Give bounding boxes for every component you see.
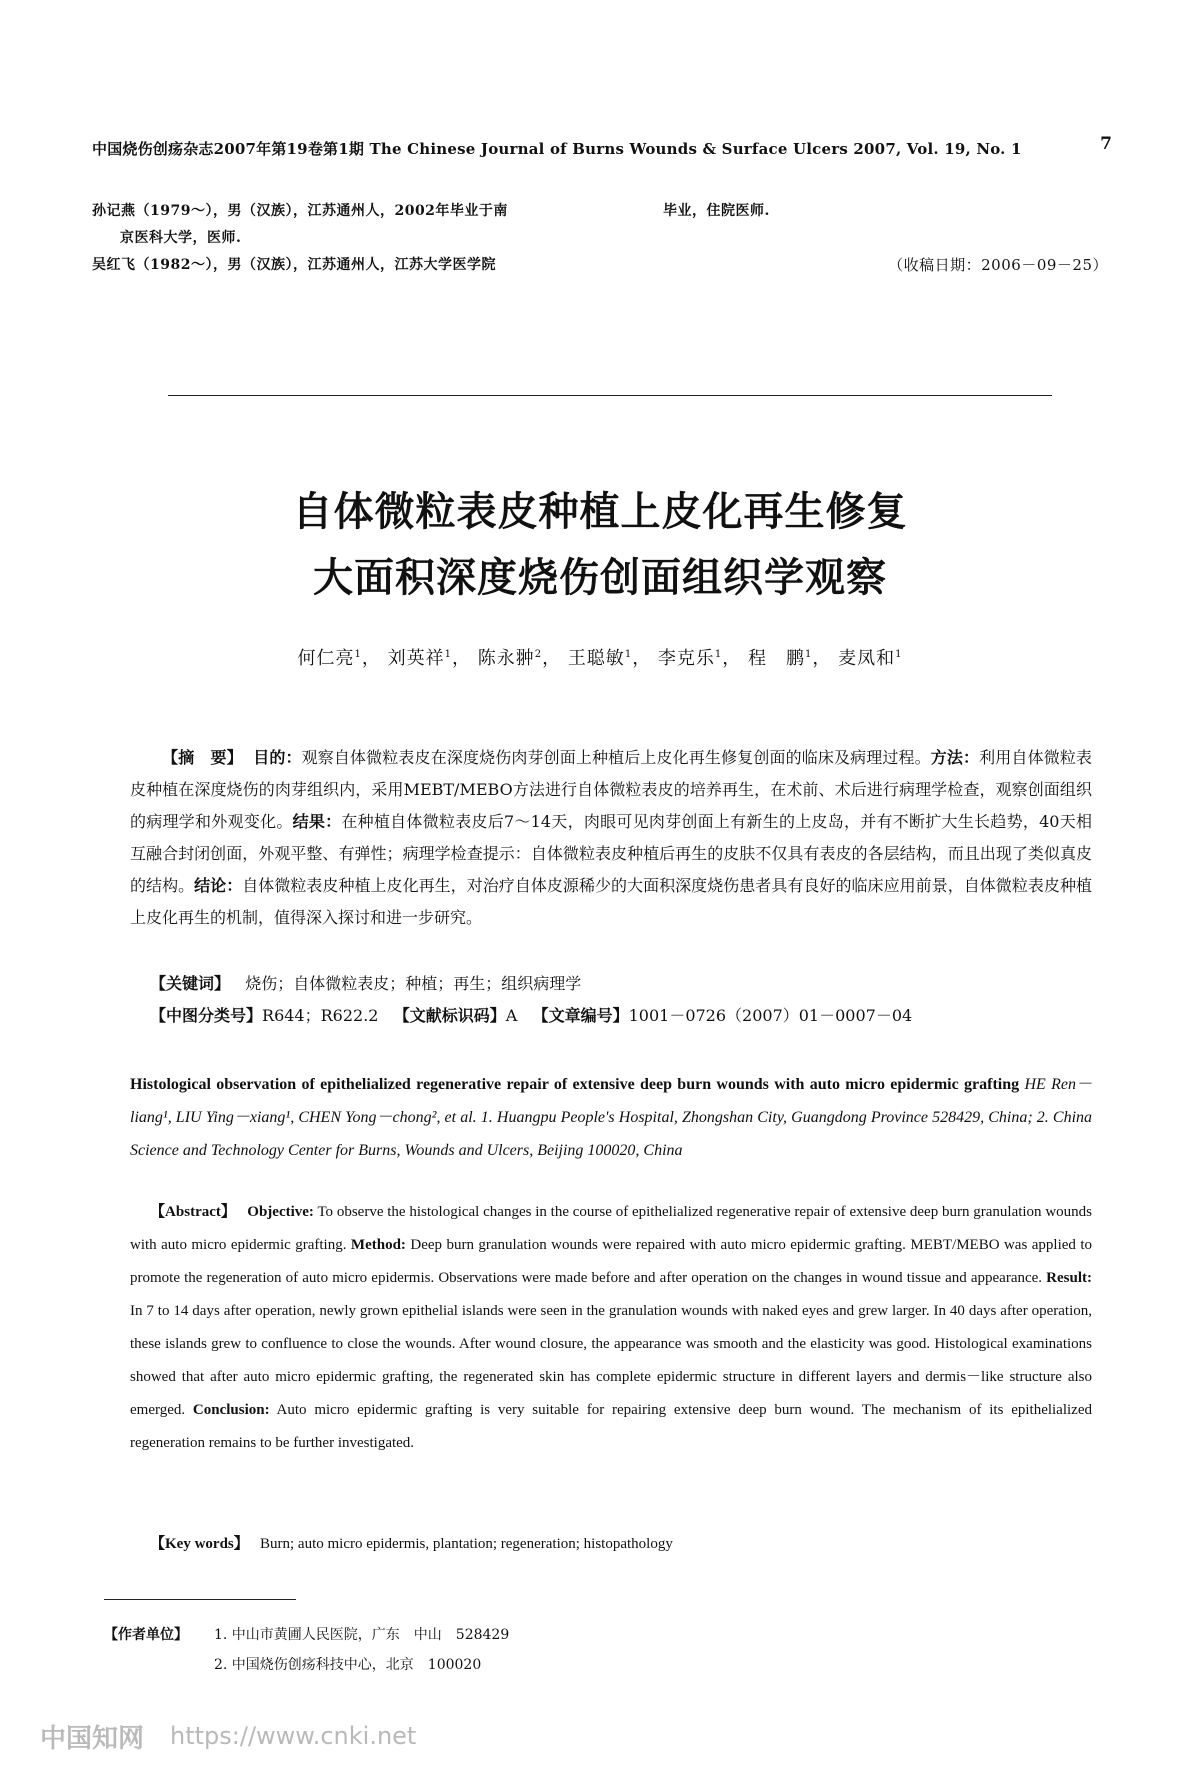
author: 程 鹏$^1$ — [748, 648, 813, 669]
bio-line-2: 京医科大学，医师. — [120, 230, 242, 246]
abstract-en: 【Abstract】 Objective: To observe the histological changes in the course of epithelialized regenerative repair of extensive deep burn granulation wounds with auto micro epidermic grafting. Method: Deep burn granulation wounds were repaired with auto micro epidermic grafting. MEBT/MEBO was applied to promote the regeneration of auto micro epidermis. Observations were made before and after operation on the changes in wound tissue and appearance. Result: In 7 to 14 days after operation, newly grown epithelial islands were seen in the granulation wounds with naked eyes and grew larger. In 40 days after operation, these islands grew to confluence to close the wounds. After wound closure, the appearance was smooth and the elasticity was good. Histological examinations showed that after auto micro epidermic grafting, the regenerated skin has complete epidermic structure in different layers and dermis－like structure also emerged. Conclusion: Auto micro epidermic grafting is very suitable for repairing extensive deep burn wound. The mechanism of its epithelialized regeneration remains to be further investigated. — [130, 1204, 1093, 1451]
author: 陈永翀$^2$ — [477, 648, 543, 669]
author-units-label: 【作者单位】 — [104, 1627, 188, 1643]
footnote-divider — [104, 1599, 296, 1600]
keywords-en: 【Key words】 Burn; auto micro epidermis, plantation; regeneration; histopathology — [150, 1536, 673, 1552]
page-number: 7 — [1100, 134, 1112, 154]
author-unit-2: 2. 中国烧伤创疡科技中心，北京 100020 — [214, 1657, 482, 1673]
header-divider — [168, 395, 1052, 396]
author: 麦凤和$^1$ — [838, 648, 903, 669]
author: 王聪敏$^1$ — [567, 648, 633, 669]
author: 何仁亮$^1$ — [297, 648, 362, 669]
author-unit-1: 1. 中山市黄圃人民医院，广东 中山 528429 — [214, 1627, 510, 1643]
abstract-cn-label: 【摘 要】 — [162, 748, 243, 767]
title-line-2: 大面积深度烧伤创面组织学观察 — [313, 555, 887, 601]
abstract-cn: 【摘 要】 目的：观察自体微粒表皮在深度烧伤肉芽创面上种植后上皮化再生修复创面的临床及病理过程。方法：利用自体微粒表皮种植在深度烧伤的肉芽组织内，采用MEBT/MEBO方法进行自体微粒表皮的培养再生，在术前、术后进行病理学检查，观察创面组织的病理学和外观变化。结果：在种植自体微粒表皮后7～14天，肉眼可见肉芽创面上有新生的上皮岛，并有不断扩大生长趋势，40天相互融合封闭创面，外观平整、有弹性；病理学检查提示：自体微粒表皮种植后再生的皮肤不仅具有表皮的各层结构，而且出现了类似真皮的结构。结论：自体微粒表皮种植上皮化再生，对治疗自体皮源稀少的大面积深度烧伤患者具有良好的临床应用前景，自体微粒表皮种植上皮化再生的机制，值得深入探讨和进一步研究。 — [130, 748, 1092, 927]
received-date: （收稿日期：2006－09－25） — [888, 256, 1108, 274]
classification-cn: 【中图分类号】R644；R622.2 【文献标识码】A 【文章编号】1001－0726（2007）01－0007－04 — [150, 1006, 913, 1025]
bio-line-1: 孙记燕（1979～），男（汉族），江苏通州人，2002年毕业于南 — [92, 203, 508, 219]
author: 刘英祥$^1$ — [387, 648, 452, 669]
author: 李克乐$^1$ — [657, 648, 723, 669]
cnki-logo: 中国知网 — [40, 1724, 145, 1754]
title-line-1: 自体微粒表皮种植上皮化再生修复 — [292, 489, 908, 535]
author-list: 何仁亮$^1$， 刘英祥$^1$， 陈永翀$^2$， 王聪敏$^1$， 李克乐$^1$， 程 鹏$^1$， 麦凤和$^1$ — [297, 648, 903, 669]
english-affiliation: 1. Huangpu People's Hospital, Zhongshan City, Guangdong Province 528429, China; 2. China Science and Technology Center for Burns, Wounds and Ulcers, Beijing 100020, China — [130, 1109, 1093, 1159]
english-title-block — [130, 1068, 1092, 1167]
english-title: Histological observation of epithelialized regenerative repair of extensive deep burn wounds with auto micro epidermic grafting — [130, 1076, 1020, 1093]
bio-line-3: 吴红飞（1982～），男（汉族），江苏通州人，江苏大学医学院 — [92, 257, 496, 273]
bio-line-1-right: 毕业，住院医师. — [663, 203, 770, 219]
running-head: 中国烧伤创疡杂志2007年第19卷第1期 The Chinese Journal of Burns Wounds & Surface Ulcers 2007, Vol. 19, No. 1 — [92, 140, 1022, 158]
english-authors: HE Ren－liang¹, LIU Ying－xiang¹, CHEN Yong－chong², et al. — [130, 1076, 1093, 1126]
keywords-cn: 【关键词】 烧伤；自体微粒表皮；种植；再生；组织病理学 — [150, 974, 582, 993]
cnki-url[interactable]: https://www.cnki.net — [170, 1722, 417, 1750]
